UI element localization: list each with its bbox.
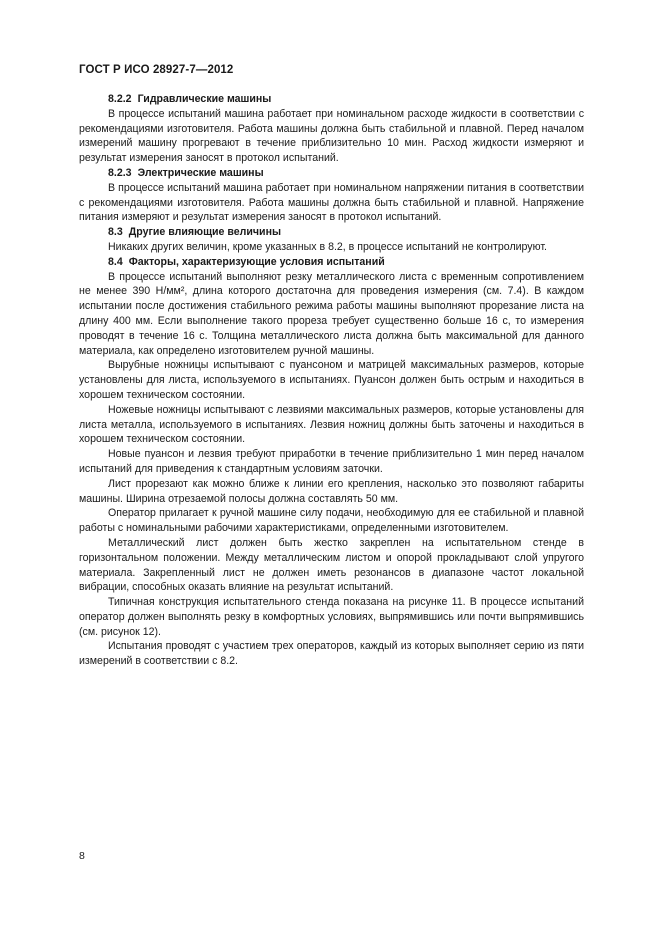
paragraph-hydraulic: В процессе испытаний машина работает при номинальном расходе жидкости в соответствии с рекомендациями изготовителя. Работа машины должна быть стабильной и плавной. Перед началом измерений машину прогревают в течение приблизительно 10 мин. Расход жидкости измеряют и результат измерения заносят в протокол испытаний.	[79, 107, 584, 165]
paragraph-conditions-7: Металлический лист должен быть жестко закреплен на испытательном стенде в горизонтальном положении. Между металлическим листом и опорой прокладывают слой упругого материала. Закрепленный лист не должен иметь резонансов в диапазоне частот локальной вибрации, способных оказать влияние на результат испытаний.	[79, 536, 584, 594]
paragraph-other-quantities: Никаких других величин, кроме указанных в 8.2, в процессе испытаний не контролируют.	[108, 240, 547, 253]
paragraph-conditions-3: Ножевые ножницы испытывают с лезвиями максимальных размеров, которые установлены для листа металла, используемого в испытаниях. Лезвия ножниц должны быть заточены и находиться в хорошем техническом состоянии.	[79, 403, 584, 446]
paragraph-conditions-6: Оператор прилагает к ручной машине силу подачи, необходимую для ее стабильной и плавной работы с номинальными рабочими характеристиками, определенными изготовителем.	[79, 507, 584, 535]
paragraph-conditions-1: В процессе испытаний выполняют резку металлического листа с временным сопротивлением не менее 390 Н/мм², длина которого достаточна для проведения измерения (см. 7.4). В каждом испытании после достижения стабильного режима работы машины выполняют прорезание листа на длину 400 мм. Если выполнение такого прореза требует существенно больше 16 с, то измерения проводят в течение 16 с. Толщина металлического листа должна быть максимальной для данного материала, как определено изготовителем ручной машины.	[79, 270, 584, 357]
paragraph-conditions-4: Новые пуансон и лезвия требуют приработки в течение приблизительно 1 мин перед началом испытаний для приведения к стандартным условиям заточки.	[79, 448, 584, 475]
paragraph-electric: В процессе испытаний машина работает при номинальном напряжении питания в соответствии с рекомендациями изготовителя. Работа машины должна быть стабильной и плавной. Напряжение питания измеряют и результат измерения заносят в протокол испытаний.	[79, 181, 584, 224]
paragraph-conditions-2: Вырубные ножницы испытывают с пуансоном и матрицей максимальных размеров, которые установлены для листа, используемого в испытаниях. Пуансон должен быть острым и находиться в хорошем техническом состоянии.	[79, 359, 584, 401]
section-heading-8-2-3: 8.2.3 Электрические машины	[108, 166, 264, 179]
paragraph-conditions-9: Испытания проводят с участием трех операторов, каждый из которых выполняет серию из пяти измерений в соответствии с 8.2.	[79, 640, 584, 668]
section-heading-8-4: 8.4 Факторы, характеризующие условия испытаний	[108, 255, 385, 268]
document-body	[79, 92, 584, 669]
page-number: 8	[79, 850, 85, 862]
standard-designation: ГОСТ Р ИСО 28927-7—2012	[79, 64, 234, 76]
section-heading-8-2-2: 8.2.2 Гидравлические машины	[108, 93, 272, 105]
paragraph-conditions-5: Лист прорезают как можно ближе к линии его крепления, насколько это позволяют габариты машины. Ширина отрезаемой полосы должна составлять 50 мм.	[79, 477, 584, 505]
paragraph-conditions-8: Типичная конструкция испытательного стенда показана на рисунке 11. В процессе испытаний оператор должен выполнять резку в комфортных условиях, выпрямившись или почти выпрямившись (см. рисунок 12).	[79, 596, 584, 638]
section-heading-8-3: 8.3 Другие влияющие величины	[108, 226, 282, 239]
